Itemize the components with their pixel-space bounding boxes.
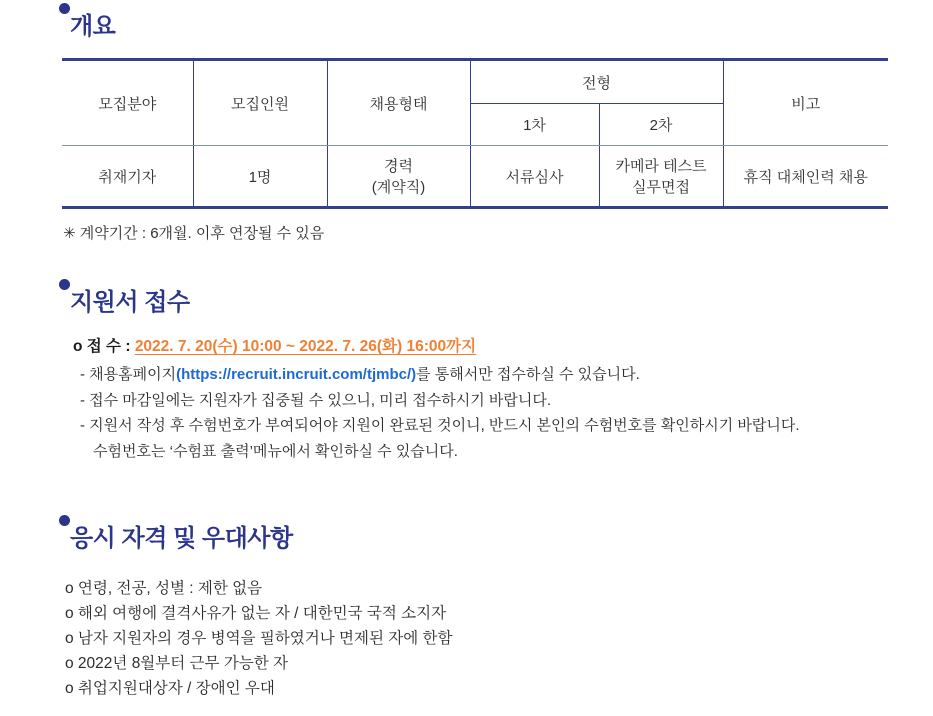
receipt-line	[73, 334, 933, 356]
section-overview	[0, 12, 933, 244]
overview-section-title	[70, 12, 933, 42]
table-header-row-1	[62, 60, 888, 104]
contract-period-footnote: ✳ 계약기간 : 6개월. 이후 연장될 수 있음	[63, 225, 325, 242]
employment-type-line2: (계약직)	[371, 179, 426, 196]
cell-recruit-field: 취재기자	[98, 168, 157, 186]
qualification-item-start-date: o 2022년 8월부터 근무 가능한 자	[65, 655, 288, 672]
qualification-title-text: 응시 자격 및 우대사항	[70, 525, 293, 552]
overview-title-text: 개요	[70, 13, 116, 40]
round2-line1: 카메라 테스트	[615, 158, 707, 175]
application-note-deadline: - 접수 마감일에는 지원자가 집중될 수 있으니, 미리 접수하시기 바랍니다.	[80, 391, 552, 409]
section-application	[0, 288, 933, 464]
homepage-note-suffix: 를 통해서만 접수하실 수 있습니다.	[416, 366, 640, 383]
section-qualification	[0, 524, 933, 701]
application-section-title	[70, 288, 933, 318]
application-note-exam-number: - 지원서 작성 후 수험번호가 부여되어야 지원이 완료된 것이니, 반드시 본인의 수험번호를 확인하시기 바랍니다.	[80, 417, 800, 434]
header-cell-headcount: 모집인원	[193, 60, 327, 146]
cell-round1: 서류심사	[470, 146, 599, 208]
header-cell-selection-process: 전형	[470, 60, 723, 104]
header-cell-recruit-field: 모집분야	[62, 60, 193, 146]
qualification-item-preference: o 취업지원대상자 / 장애인 우대	[65, 680, 275, 697]
table-data-row	[62, 146, 888, 208]
cell-headcount: 1명	[193, 146, 327, 208]
application-note-exam-number-cont: 수험번호는 ‘수험표 출력’메뉴에서 확인하실 수 있습니다.	[93, 442, 458, 460]
qualification-item-military: o 남자 지원자의 경우 병역을 필하였거나 면제된 자에 한함	[65, 630, 453, 647]
bullet-dot-icon	[59, 279, 70, 290]
header-cell-employment-type: 채용형태	[327, 60, 470, 146]
bullet-dot-icon	[59, 3, 70, 14]
homepage-note-prefix: - 채용홈페이지	[80, 366, 177, 383]
application-note-homepage	[80, 362, 933, 388]
receipt-period: 2022. 7. 20(수) 10:00 ~ 2022. 7. 26(화) 16:00까지	[134, 338, 477, 355]
recruit-homepage-link[interactable]: (https://recruit.incruit.com/tjmbc/)	[176, 366, 417, 383]
bullet-dot-icon	[59, 515, 70, 526]
cell-round2	[599, 146, 723, 208]
header-cell-round2: 2차	[599, 104, 723, 146]
header-cell-remarks: 비고	[723, 60, 888, 146]
cell-remarks: 휴직 대체인력 채용	[723, 146, 888, 208]
qualification-section-title	[70, 524, 933, 554]
header-cell-round1: 1차	[470, 104, 599, 146]
qualification-list	[0, 576, 933, 701]
receipt-label: o 접 수 :	[73, 338, 135, 355]
employment-type-line1: 경력	[384, 158, 413, 175]
cell-employment-type	[327, 146, 470, 208]
qualification-item-travel: o 해외 여행에 결격사유가 없는 자 / 대한민국 국적 소지자	[65, 605, 447, 622]
overview-table	[62, 58, 888, 209]
round2-line2: 실무면접	[632, 179, 690, 196]
qualification-item-age: o 연령, 전공, 성별 : 제한 없음	[65, 580, 263, 597]
application-title-text: 지원서 접수	[70, 289, 190, 316]
